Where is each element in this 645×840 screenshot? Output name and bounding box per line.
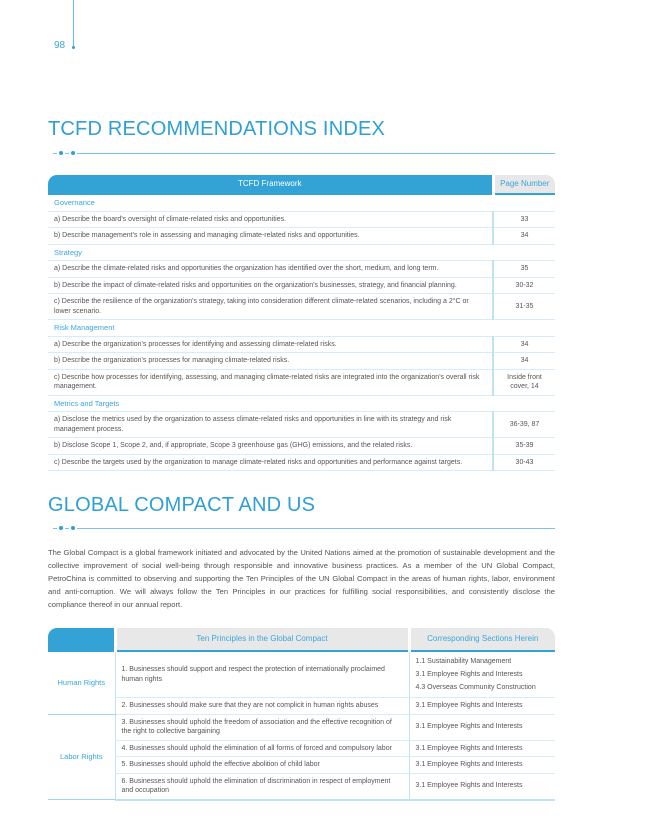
tcfd-table [48,175,555,471]
section-divider [48,525,555,531]
page-ref: 35-39 [493,438,555,455]
table-row [48,740,555,757]
section-row [48,194,555,211]
section-name: Risk Management [48,320,555,337]
recommendation-text: a) Describe the organization's processes for identifying and assessing climate-related risks. [48,336,493,353]
section-ref: 4.3 Overseas Community Construction [415,684,536,691]
gc-paragraph: The Global Compact is a global framework initiated and advocated by the United Nations aimed at the promotion of sustainable development and the collective improvement of social well-being through responsible and innovative business practices. As a member of the UN Global Compact, PetroChina is committed to observing and supporting the Ten Principles of the UN Global Compact in the areas of human rights, labor, environment and anti-corruption. We will always follow the Ten Principles in our practices for fulfilling social responsibilities, and consistently disclose the compliance thereof in our annual report. [48,548,555,609]
margin-dot [72,46,75,49]
table-row [48,277,555,294]
table-row [48,773,555,800]
sections-cell [409,714,555,740]
sections-cell [409,740,555,757]
page-ref: 36-39, 87 [493,412,555,438]
section-name: Metrics and Targets [48,395,555,412]
principle-text: 3. Businesses should uphold the freedom of association and the effective recognition of the right to collective bargaining [115,714,409,740]
page-ref: 30-43 [493,454,555,471]
principle-text: 4. Businesses should uphold the elimination of all forms of forced and compulsory labor [115,740,409,757]
page-ref: 35 [493,261,555,278]
section-ref: 3.1 Employee Rights and Interests [415,671,523,678]
table-row [48,454,555,471]
page-ref: 34 [493,353,555,370]
table-row [48,336,555,353]
recommendation-text: a) Describe the climate-related risks and opportunities the organization has identified over the short, medium, and long term. [48,261,493,278]
table-row [48,294,555,320]
section-ref: 3.1 Employee Rights and Interests [415,723,523,731]
table-row [48,757,555,774]
recommendation-text: b) Disclose Scope 1, Scope 2, and, if appropriate, Scope 3 greenhouse gas (GHG) emissions, and the related risks. [48,438,493,455]
table-row [48,698,555,715]
gc-table [48,628,555,801]
table-row [48,651,555,698]
principle-text: 6. Businesses should uphold the elimination of discrimination in respect of employment and occupation [115,773,409,800]
header-sections: Corresponding Sections Herein [409,628,555,651]
section-row [48,320,555,337]
tcfd-title: TCFD RECOMMENDATIONS INDEX [48,118,386,140]
section-ref: 3.1 Employee Rights and Interests [415,744,523,752]
section-ref: 3.1 Employee Rights and Interests [415,761,523,768]
table-row [48,211,555,228]
header-framework: TCFD Framework [48,175,493,194]
header-category [48,628,115,651]
table-row [48,228,555,245]
recommendation-text: b) Describe the impact of climate-related risks and opportunities on the organization's businesses, strategy, and financial planning. [48,277,493,294]
header-principles: Ten Principles in the Global Compact [115,628,409,651]
section-row [48,395,555,412]
section-ref: 3.1 Employee Rights and Interests [415,702,523,709]
page-number: 98 [54,40,66,51]
principle-text: 5. Businesses should uphold the effective abolition of child labor [115,757,409,774]
recommendation-text: a) Disclose the metrics used by the organization to assess climate-related risks and opportunities in line with its strategy and risk management process. [48,412,493,438]
page-ref: 34 [493,228,555,245]
page-ref: 34 [493,336,555,353]
header-page: Page Number [493,175,555,194]
sections-cell [409,698,555,715]
recommendation-text: b) Describe the organization's processes for managing climate-related risks. [48,353,493,370]
section-ref: 1.1 Sustainability Management [415,658,512,665]
page-ref: Inside front cover, 14 [493,369,555,395]
margin-line [73,0,74,47]
recommendation-text: c) Describe the targets used by the organization to manage climate-related risks and opportunities and performance against targets. [48,454,493,471]
sections-cell [409,757,555,774]
recommendation-text: a) Describe the board's oversight of climate-related risks and opportunities. [48,211,493,228]
category-cell: Human Rights [48,651,115,714]
section-name: Strategy [48,244,555,261]
section-divider [48,150,555,156]
principle-text: 2. Businesses should make sure that they are not complicit in human rights abuses [115,698,409,715]
table-row [48,261,555,278]
page-ref: 30-32 [493,277,555,294]
sections-cell [409,773,555,800]
table-row [48,438,555,455]
table-row [48,353,555,370]
table-row [48,714,555,740]
sections-cell [409,651,555,698]
principle-text: 1. Businesses should support and respect the protection of internationally proclaimed human rights [115,651,409,698]
section-row [48,244,555,261]
section-ref: 3.1 Employee Rights and Interests [415,782,523,790]
section-name: Governance [48,194,555,211]
gc-title: GLOBAL COMPACT AND US [48,494,316,516]
table-row [48,412,555,438]
recommendation-text: c) Describe how processes for identifying, assessing, and managing climate-related risks are integrated into the organization's overall risk management. [48,369,493,395]
page-ref: 31-35 [493,294,555,320]
page-ref: 33 [493,211,555,228]
table-row [48,369,555,395]
category-cell: Labor Rights [48,714,115,800]
recommendation-text: b) Describe management's role in assessing and managing climate-related risks and opportunities. [48,228,493,245]
recommendation-text: c) Describe the resilience of the organization's strategy, taking into consideration different climate-related scenarios, including a 2°C or lower scenario. [48,294,493,320]
